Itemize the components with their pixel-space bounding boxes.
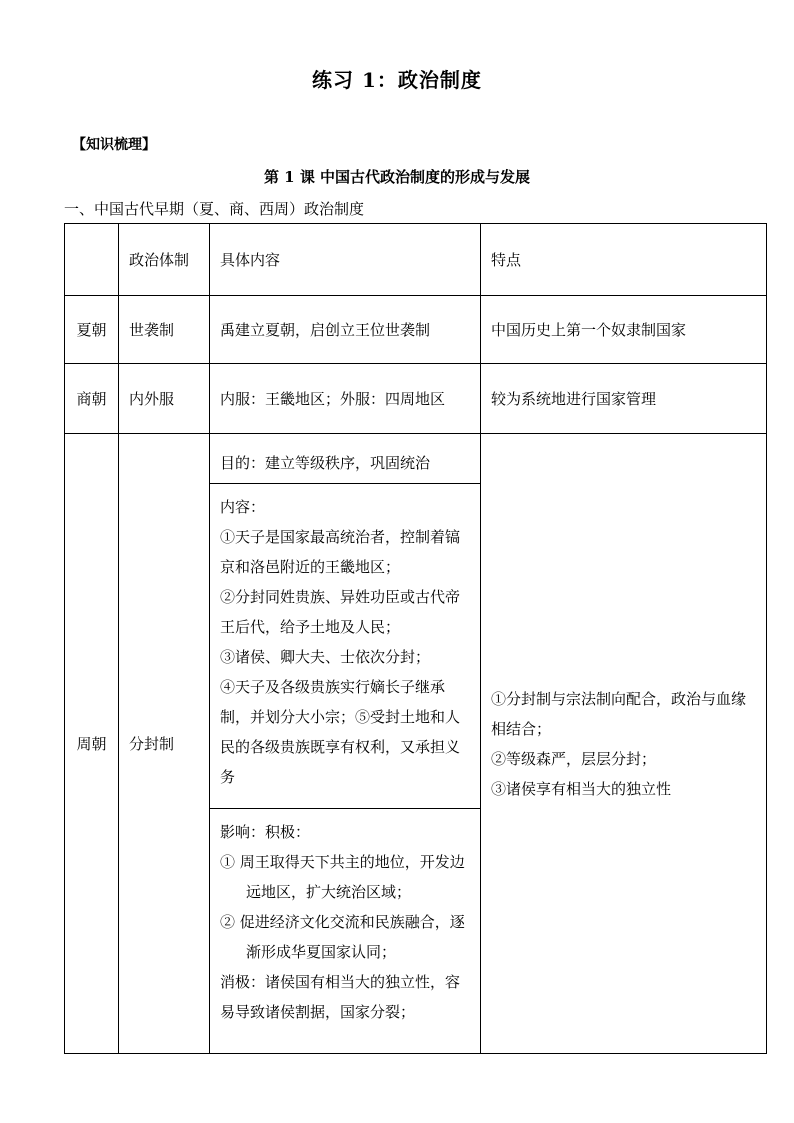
table-header-row (65, 224, 767, 296)
part-heading: 一、中国古代早期（夏、商、西周）政治制度 (64, 200, 365, 218)
header-blank (65, 224, 119, 296)
header-system: 政治体制 (119, 224, 210, 296)
zhou-feature-cell (481, 434, 767, 1054)
table-row-xia (65, 296, 767, 364)
zhou-content-cell (210, 434, 481, 1054)
dynasty-cell: 夏朝 (65, 296, 119, 364)
feature-item: ②等级森严，层层分封； (491, 749, 657, 768)
content-cell: 禹建立夏朝，启创立王位世袭制 (210, 296, 481, 364)
political-system-table (64, 223, 767, 1054)
influence-label: 影响：积极： (220, 823, 311, 841)
header-content: 具体内容 (210, 224, 481, 296)
feature-item: ③诸侯享有相当大的独立性 (491, 779, 672, 798)
content-cell: 内服：王畿地区；外服：四周地区 (210, 364, 481, 434)
section-label: 【知识梳理】 (72, 137, 156, 153)
system-cell: 内外服 (119, 364, 210, 434)
system-cell: 分封制 (119, 434, 210, 1054)
dynasty-cell: 商朝 (65, 364, 119, 434)
page-title: 练习 1：政治制度 (312, 68, 482, 92)
feature-cell: 较为系统地进行国家管理 (481, 364, 767, 434)
system-cell: 世袭制 (119, 296, 210, 364)
header-feature: 特点 (481, 224, 767, 296)
negative-item: 消极：诸侯国有相当大的独立性，容易导致诸侯割据，国家分裂； (220, 973, 461, 1021)
table-row-zhou (65, 434, 767, 1054)
content-item: ②分封同姓贵族、异姓功臣或古代帝王后代，给予土地及人民； (220, 588, 461, 636)
feature-item: ①分封制与宗法制向配合，政治与血缘相结合； (491, 689, 747, 738)
dynasty-cell: 周朝 (65, 434, 119, 1054)
zhou-content-block (210, 484, 480, 809)
content-item: ①天子是国家最高统治者，控制着镐京和洛邑附近的王畿地区； (220, 528, 461, 576)
table-row-shang (65, 364, 767, 434)
zhou-influence-block (210, 809, 480, 1035)
positive-item: ② 促进经济文化交流和民族融合，逐渐形成华夏国家认同； (220, 913, 465, 961)
lesson-title: 第 1 课 中国古代政治制度的形成与发展 (263, 168, 531, 186)
content-item: ③诸侯、卿大夫、士依次分封； (220, 648, 431, 666)
content-label: 内容： (220, 498, 266, 516)
feature-cell: 中国历史上第一个奴隶制国家 (481, 296, 767, 364)
positive-item: ① 周王取得天下共主的地位，开发边远地区，扩大统治区域； (220, 853, 465, 901)
zhou-purpose: 目的：建立等级秩序，巩固统治 (210, 434, 480, 484)
content-item: ④天子及各级贵族实行嫡长子继承制，并划分大小宗；⑤受封土地和人民的各级贵族既享有权利，又承担义务 (220, 678, 461, 786)
